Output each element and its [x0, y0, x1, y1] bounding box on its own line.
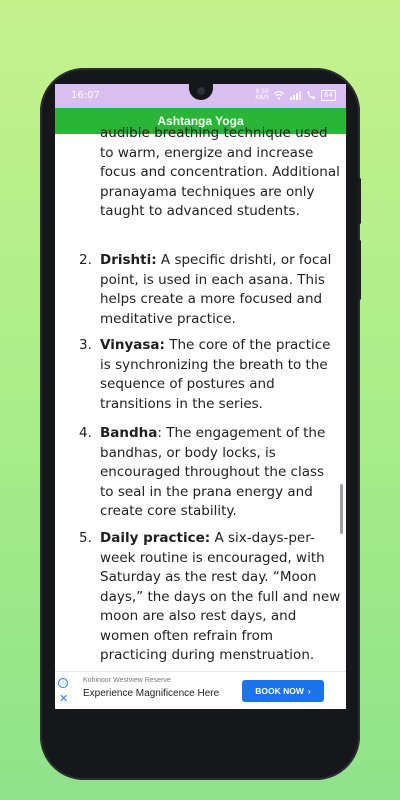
- list-item-text: [100, 336, 341, 414]
- power-button: [358, 178, 361, 224]
- close-icon[interactable]: ✕: [59, 693, 69, 705]
- list-number: 2.: [79, 252, 92, 268]
- list-term: Daily practice:: [100, 530, 211, 546]
- list-term: Bandha: [100, 425, 158, 441]
- app-title: Ashtanga Yoga: [157, 114, 244, 128]
- signal-icon: [289, 90, 301, 100]
- list-number: 3.: [79, 337, 92, 353]
- status-time: 16:07: [71, 90, 100, 101]
- status-bar: [55, 84, 346, 108]
- list-item: [79, 424, 341, 522]
- ad-advertiser: Kohinoor Westview Reserve: [83, 677, 171, 684]
- book-now-button[interactable]: [242, 680, 324, 702]
- list-description: A six-days-per-week routine is encouraged, with Saturday as the rest day. “Moon days,” the days on the full and new moon are also rest days, and women often refrain from practicing during menstruation.: [100, 530, 341, 663]
- network-speed-unit: KB/S: [255, 94, 270, 101]
- list-item-text: [100, 251, 341, 329]
- network-speed-value: 0.50: [255, 88, 269, 95]
- list-term: Vinyasa:: [100, 337, 165, 353]
- article-content[interactable]: [55, 125, 346, 671]
- screen: [55, 84, 346, 709]
- list-item-text: [100, 529, 341, 666]
- list-item: [79, 251, 341, 329]
- info-icon[interactable]: ⓘ: [59, 679, 67, 686]
- list-description: : The engagement of the bandhas, or body locks, is encouraged throughout the class to seal in the prana energy and create core stability.: [100, 425, 326, 519]
- wifi-icon: [273, 90, 285, 100]
- chevron-right-icon: ›: [307, 686, 311, 696]
- battery-icon: 64: [321, 90, 336, 101]
- list-description: The core of the practice is synchronizing the breath to the sequence of postures and transitions in the series.: [100, 337, 331, 412]
- call-icon: [305, 90, 317, 100]
- list-description: A specific drishti, or focal point, is used in each asana. This helps create a more focused and meditative practice.: [100, 252, 332, 327]
- scrollbar[interactable]: [340, 484, 343, 534]
- list-item-text: [100, 424, 341, 522]
- status-icons: [255, 89, 336, 101]
- intro-paragraph: audible breathing technique used to warm, energize and increase focus and concentration. Additional pranayama techniques are only taught to advanced students.: [100, 125, 340, 219]
- front-camera: [189, 84, 213, 100]
- network-speed: [255, 89, 269, 101]
- list-term: Drishti:: [100, 252, 157, 268]
- book-now-label: BOOK NOW: [255, 686, 304, 696]
- list-number: 5.: [79, 530, 92, 546]
- list-item: [79, 529, 341, 666]
- list-number: 4.: [79, 425, 92, 441]
- ad-banner[interactable]: [55, 671, 346, 709]
- ad-headline[interactable]: Experience Magnificence Here: [83, 688, 220, 699]
- list-item: [79, 336, 341, 414]
- volume-button: [358, 240, 361, 300]
